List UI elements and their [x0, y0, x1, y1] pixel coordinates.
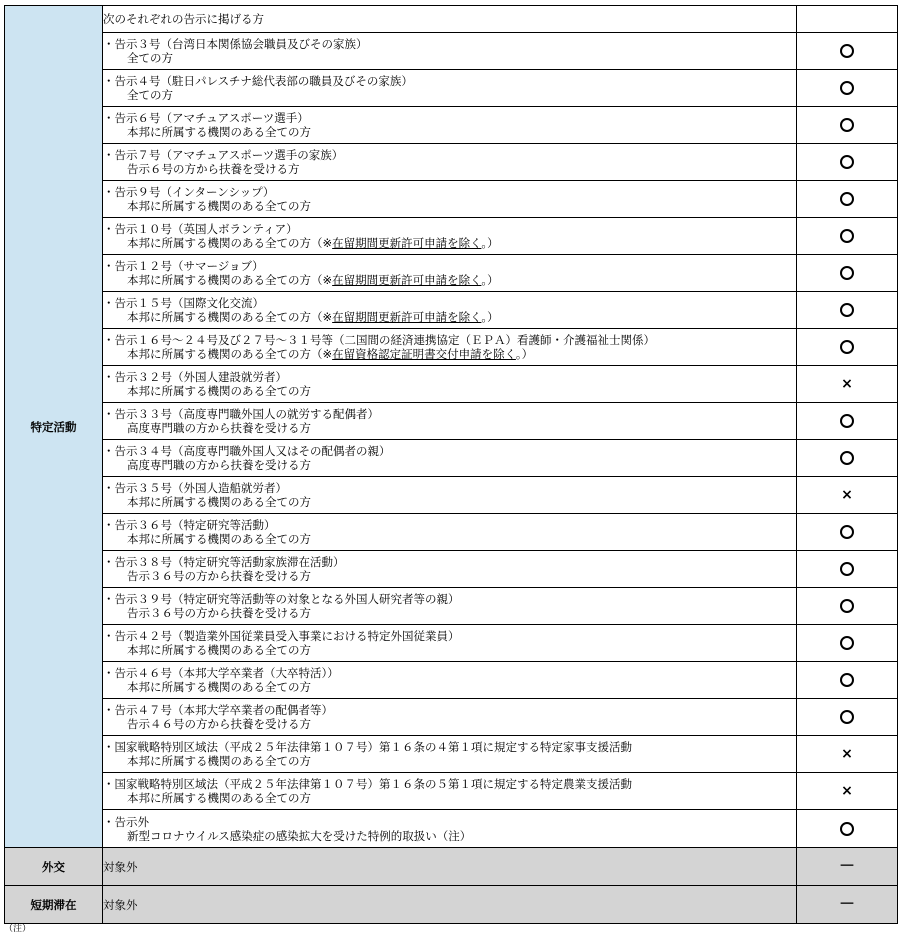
category-cell-tokutei	[5, 6, 103, 848]
activity-title: ・告示４号（駐日パレスチナ総代表部の職員及びその家族）	[103, 74, 413, 88]
activity-description-cell	[103, 292, 797, 329]
header-mark-cell	[797, 6, 898, 33]
activity-title: ・告示４６号（本邦大学卒業者（大卒特活））	[103, 666, 339, 680]
activity-row	[5, 773, 898, 810]
activity-description-cell	[103, 181, 797, 218]
activity-row	[5, 514, 898, 551]
activity-target: 本邦に所属する機関のある全ての方	[127, 310, 311, 324]
circle-mark	[840, 44, 854, 58]
activity-description-cell	[103, 107, 797, 144]
text-cell-gaiko	[103, 848, 797, 886]
eligibility-mark-cell	[797, 440, 898, 477]
activity-target: 告示６号の方から扶養を受ける方	[127, 162, 300, 176]
circle-mark	[840, 414, 854, 428]
eligibility-mark-cell	[797, 107, 898, 144]
circle-mark	[840, 562, 854, 576]
activity-target: 本邦に所属する機関のある全ての方	[127, 125, 311, 139]
eligibility-table	[4, 5, 898, 924]
eligibility-mark-cell	[797, 403, 898, 440]
activity-description-cell	[103, 403, 797, 440]
activity-subline	[103, 754, 796, 768]
activity-row	[5, 255, 898, 292]
activity-row	[5, 736, 898, 773]
note-exclusion: 在留期間更新許可申請を除く	[332, 273, 482, 287]
text-cell-tanki	[103, 886, 797, 924]
activity-subline	[103, 162, 796, 176]
activity-title: ・告示１５号（国際文化交流）	[103, 296, 264, 310]
activity-row	[5, 440, 898, 477]
circle-mark	[840, 340, 854, 354]
activity-title: ・告示３３号（高度専門職外国人の就労する配偶者）	[103, 407, 379, 421]
activity-description-cell	[103, 218, 797, 255]
note-exclusion: 在留期間更新許可申請を除く	[332, 310, 482, 324]
activity-title: ・告示１６号～２４号及び２７号～３１号等（二国間の経済連携協定（ＥＰＡ）看護師・介護福祉士関係）	[103, 333, 655, 347]
activity-target: 本邦に所属する機関のある全ての方	[127, 680, 311, 694]
activity-row	[5, 625, 898, 662]
note-suffix: 。）	[515, 347, 534, 361]
activity-description-cell	[103, 329, 797, 366]
dash-mark-gaiko: －	[838, 856, 855, 875]
activity-subline	[103, 421, 796, 435]
circle-mark	[840, 599, 854, 613]
activity-target: 本邦に所属する機関のある全ての方	[127, 273, 311, 287]
activity-row	[5, 662, 898, 699]
activity-target: 本邦に所属する機関のある全ての方	[127, 236, 311, 250]
circle-mark	[840, 822, 854, 836]
cross-mark: ×	[841, 376, 853, 392]
eligibility-mark-cell	[797, 514, 898, 551]
activity-title: ・告示４７号（本邦大学卒業者の配偶者等）	[103, 703, 333, 717]
activity-description-cell	[103, 810, 797, 848]
activity-subline	[103, 310, 796, 324]
activity-title: ・告示３９号（特定研究等活動等の対象となる外国人研究者等の親）	[103, 592, 460, 606]
activity-description-cell	[103, 255, 797, 292]
activity-subline	[103, 569, 796, 583]
activity-subline	[103, 606, 796, 620]
activity-title: ・告示１２号（サマージョブ）	[103, 259, 264, 273]
eligibility-mark-cell	[797, 699, 898, 736]
activity-title: ・告示３６号（特定研究等活動）	[103, 518, 276, 532]
activity-description-cell	[103, 625, 797, 662]
eligibility-mark-cell	[797, 366, 898, 403]
activity-title: ・国家戦略特別区域法（平成２５年法律第１０７号）第１６条の５第１項に規定する特定農業支援活動	[103, 777, 632, 791]
activity-target: 本邦に所属する機関のある全ての方	[127, 347, 311, 361]
note-prefix: （※	[311, 310, 333, 324]
activity-title: ・告示６号（アマチュアスポーツ選手）	[103, 111, 309, 125]
note-suffix: 。）	[481, 236, 499, 250]
eligibility-mark-cell	[797, 218, 898, 255]
activity-row	[5, 107, 898, 144]
category-label: 特定活動	[30, 419, 77, 434]
activity-target: 新型コロナウイルス感染症の感染拡大を受けた特例的取扱い（注）	[127, 828, 472, 843]
header-text: 次のそれぞれの告示に掲げる方	[103, 12, 264, 26]
activity-row	[5, 218, 898, 255]
activity-title: ・告示外	[103, 814, 149, 829]
eligibility-mark-cell	[797, 810, 898, 848]
activity-description-cell	[103, 588, 797, 625]
activity-row	[5, 366, 898, 403]
eligibility-mark-cell	[797, 144, 898, 181]
eligibility-mark-cell	[797, 329, 898, 366]
activity-target: 全ての方	[127, 51, 173, 65]
activity-subline	[103, 532, 796, 546]
cross-mark: ×	[841, 487, 853, 503]
header-text-cell	[103, 6, 797, 33]
activity-target: 本邦に所属する機関のある全ての方	[127, 791, 311, 805]
activity-description-cell	[103, 366, 797, 403]
activity-target: 全ての方	[127, 88, 173, 102]
eligibility-mark-cell	[797, 736, 898, 773]
activity-subline	[103, 347, 796, 361]
activity-target: 本邦に所属する機関のある全ての方	[127, 643, 311, 657]
note-suffix: 。）	[481, 310, 499, 324]
activity-target: 本邦に所属する機関のある全ての方	[127, 384, 311, 398]
note-exclusion: 在留期間更新許可申請を除く	[332, 236, 482, 250]
activity-title: ・告示３号（台湾日本関係協会職員及びその家族）	[103, 37, 368, 51]
circle-mark	[840, 303, 854, 317]
circle-mark	[840, 525, 854, 539]
activity-title: ・告示９号（インターンシップ）	[103, 185, 275, 199]
eligibility-mark-cell	[797, 551, 898, 588]
activity-description-cell	[103, 773, 797, 810]
activity-target: 本邦に所属する機関のある全ての方	[127, 199, 311, 213]
header-row	[5, 6, 898, 33]
activity-row	[5, 810, 898, 848]
circle-mark	[840, 229, 854, 243]
activity-subline	[103, 51, 796, 65]
activity-target: 告示３６号の方から扶養を受ける方	[127, 606, 311, 620]
circle-mark	[840, 636, 854, 650]
eligibility-mark-cell	[797, 773, 898, 810]
activity-subline	[103, 236, 796, 250]
note-exclusion: 在留資格認定証明書交付申請を除く	[332, 347, 516, 361]
activity-title: ・告示１０号（英国人ボランティア）	[103, 222, 298, 236]
activity-title: ・告示３２号（外国人建設就労者）	[103, 370, 287, 384]
activity-description-cell	[103, 736, 797, 773]
circle-mark	[840, 192, 854, 206]
circle-mark	[840, 451, 854, 465]
activity-title: ・告示４２号（製造業外国従業員受入事業における特定外国従業員）	[103, 629, 460, 643]
activity-description-cell	[103, 551, 797, 588]
activity-title: ・告示３５号（外国人造船就労者）	[103, 481, 287, 495]
category-cell-gaiko	[5, 848, 103, 886]
activity-subline	[103, 384, 796, 398]
activity-description-cell	[103, 440, 797, 477]
footnote-fragment: （注）	[4, 924, 32, 934]
category-label-gaiko: 外交	[42, 859, 65, 874]
activity-row	[5, 403, 898, 440]
eligibility-mark-cell	[797, 255, 898, 292]
circle-mark	[840, 673, 854, 687]
eligibility-mark-cell	[797, 33, 898, 70]
mark-cell-gaiko	[797, 848, 898, 886]
activity-subline	[103, 458, 796, 472]
circle-mark	[840, 81, 854, 95]
activity-row	[5, 588, 898, 625]
mark-cell-tanki	[797, 886, 898, 924]
activity-subline	[103, 717, 796, 731]
eligibility-mark-cell	[797, 292, 898, 329]
activity-subline	[103, 643, 796, 657]
activity-target: 本邦に所属する機関のある全ての方	[127, 495, 311, 509]
activity-title: ・告示３８号（特定研究等活動家族滞在活動）	[103, 555, 345, 569]
note-prefix: （※	[311, 236, 333, 250]
activity-row	[5, 329, 898, 366]
activity-description-cell	[103, 477, 797, 514]
activity-row	[5, 144, 898, 181]
activity-subline	[103, 495, 796, 509]
activity-description-cell	[103, 144, 797, 181]
eligibility-mark-cell	[797, 625, 898, 662]
circle-mark	[840, 118, 854, 132]
activity-title: ・国家戦略特別区域法（平成２５年法律第１０７号）第１６条の４第１項に規定する特定家事支援活動	[103, 740, 632, 754]
activity-subline	[103, 829, 796, 843]
activity-subline	[103, 125, 796, 139]
eligibility-mark-cell	[797, 662, 898, 699]
activity-title: ・告示３４号（高度専門職外国人又はその配偶者の親）	[103, 444, 391, 458]
cross-mark: ×	[841, 746, 853, 762]
activity-row	[5, 551, 898, 588]
activity-description-cell	[103, 662, 797, 699]
activity-description-cell	[103, 70, 797, 107]
activity-description-cell	[103, 699, 797, 736]
activity-subline	[103, 199, 796, 213]
activity-target: 告示４６号の方から扶養を受ける方	[127, 717, 311, 731]
activity-target: 本邦に所属する機関のある全ての方	[127, 754, 311, 768]
circle-mark	[840, 710, 854, 724]
activity-subline	[103, 791, 796, 805]
activity-row	[5, 292, 898, 329]
note-prefix: （※	[311, 347, 333, 361]
activity-description-cell	[103, 33, 797, 70]
circle-mark	[840, 266, 854, 280]
activity-row	[5, 33, 898, 70]
activity-target: 高度専門職の方から扶養を受ける方	[127, 421, 311, 435]
row-tanki	[5, 886, 898, 924]
activity-row	[5, 181, 898, 218]
activity-subline	[103, 680, 796, 694]
activity-row	[5, 477, 898, 514]
row-gaiko	[5, 848, 898, 886]
dash-mark-tanki: －	[838, 894, 855, 913]
activity-target: 高度専門職の方から扶養を受ける方	[127, 458, 311, 472]
eligibility-mark-cell	[797, 70, 898, 107]
activity-title: ・告示７号（アマチュアスポーツ選手の家族）	[103, 148, 344, 162]
activity-row	[5, 699, 898, 736]
activity-subline	[103, 273, 796, 287]
activity-row	[5, 70, 898, 107]
activity-target: 本邦に所属する機関のある全ての方	[127, 532, 311, 546]
eligibility-mark-cell	[797, 181, 898, 218]
text-gaiko: 対象外	[103, 859, 138, 874]
note-prefix: （※	[311, 273, 333, 287]
activity-description-cell	[103, 514, 797, 551]
circle-mark	[840, 155, 854, 169]
note-suffix: 。）	[481, 273, 499, 287]
cross-mark: ×	[841, 783, 853, 799]
category-label-tanki: 短期滞在	[30, 897, 77, 912]
activity-subline	[103, 88, 796, 102]
activity-target: 告示３６号の方から扶養を受ける方	[127, 569, 311, 583]
eligibility-mark-cell	[797, 477, 898, 514]
category-cell-tanki	[5, 886, 103, 924]
eligibility-mark-cell	[797, 588, 898, 625]
text-tanki: 対象外	[103, 897, 138, 912]
